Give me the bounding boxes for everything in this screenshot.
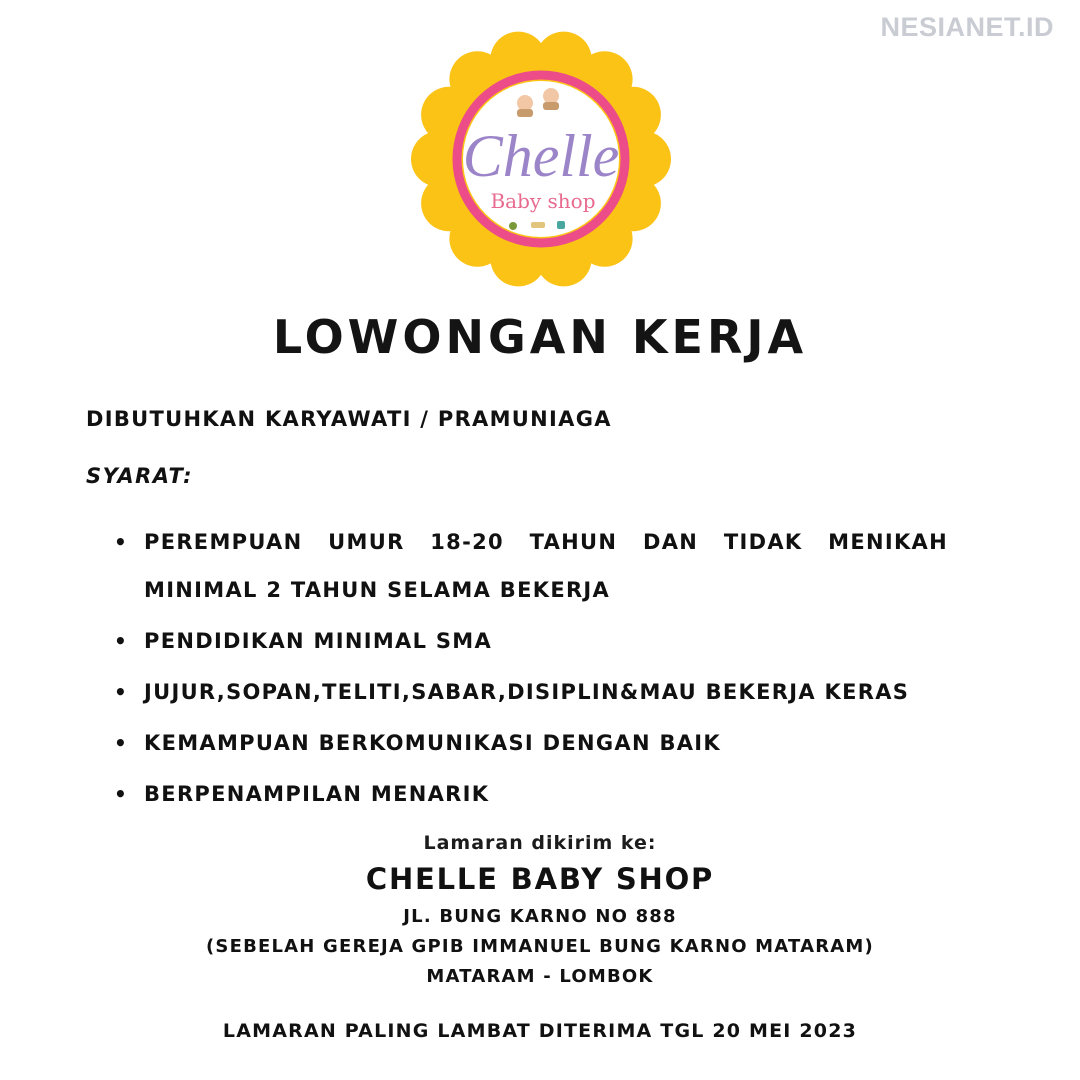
requirement-text: PEREMPUAN UMUR 18-20 TAHUN DAN TIDAK MENIKAH <box>144 530 948 554</box>
position-needed: DIBUTUHKAN KARYAWATI / PRAMUNIAGA <box>86 407 612 431</box>
headline: LOWONGAN KERJA <box>272 310 808 364</box>
application-info <box>0 832 1080 992</box>
address-line: JL. BUNG KARNO NO 888 <box>403 906 677 927</box>
shop-name: CHELLE BABY SHOP <box>365 862 715 896</box>
requirement-text: PENDIDIKAN MINIMAL SMA <box>144 629 493 653</box>
logo-tagline-text: Baby shop <box>490 189 596 213</box>
toy-icon <box>509 222 517 230</box>
requirement-text: KEMAMPUAN BERKOMUNIKASI DENGAN BAIK <box>144 731 721 755</box>
application-deadline: LAMARAN PALING LAMBAT DITERIMA TGL 20 MEI 2023 <box>222 1020 858 1042</box>
application-label: Lamaran dikirim ke: <box>423 832 657 854</box>
requirement-item <box>114 719 948 767</box>
watermark: NESIANET.ID <box>880 12 1054 42</box>
requirements-list <box>114 518 948 821</box>
baby-figure-icon <box>517 95 533 111</box>
bullet-icon: • <box>114 731 129 755</box>
toy-icon <box>531 222 545 228</box>
address-line: MATARAM - LOMBOK <box>426 966 654 987</box>
requirements-heading: SYARAT: <box>86 464 194 488</box>
logo-brand-text: Chelle <box>462 123 620 189</box>
baby-figure-body <box>543 102 559 110</box>
bullet-icon: • <box>114 782 129 806</box>
bullet-icon: • <box>114 629 129 653</box>
address-line: (SEBELAH GEREJA GPIB IMMANUEL BUNG KARNO MATARAM) <box>206 936 874 957</box>
baby-figure-body <box>517 109 533 117</box>
requirement-text: JUJUR,SOPAN,TELITI,SABAR,DISIPLIN&MAU BEKERJA KERAS <box>144 680 910 704</box>
requirement-item <box>114 518 948 614</box>
bullet-icon: • <box>114 530 129 554</box>
requirement-item <box>114 668 948 716</box>
requirement-text: BERPENAMPILAN MENARIK <box>144 782 490 806</box>
baby-figure-icon <box>543 88 559 104</box>
requirement-text-continued: MINIMAL 2 TAHUN SELAMA BEKERJA <box>144 578 611 602</box>
requirement-item <box>114 617 948 665</box>
bottle-icon <box>557 221 565 229</box>
requirement-item <box>114 770 948 818</box>
chelle-logo <box>405 28 677 290</box>
bullet-icon: • <box>114 680 129 704</box>
